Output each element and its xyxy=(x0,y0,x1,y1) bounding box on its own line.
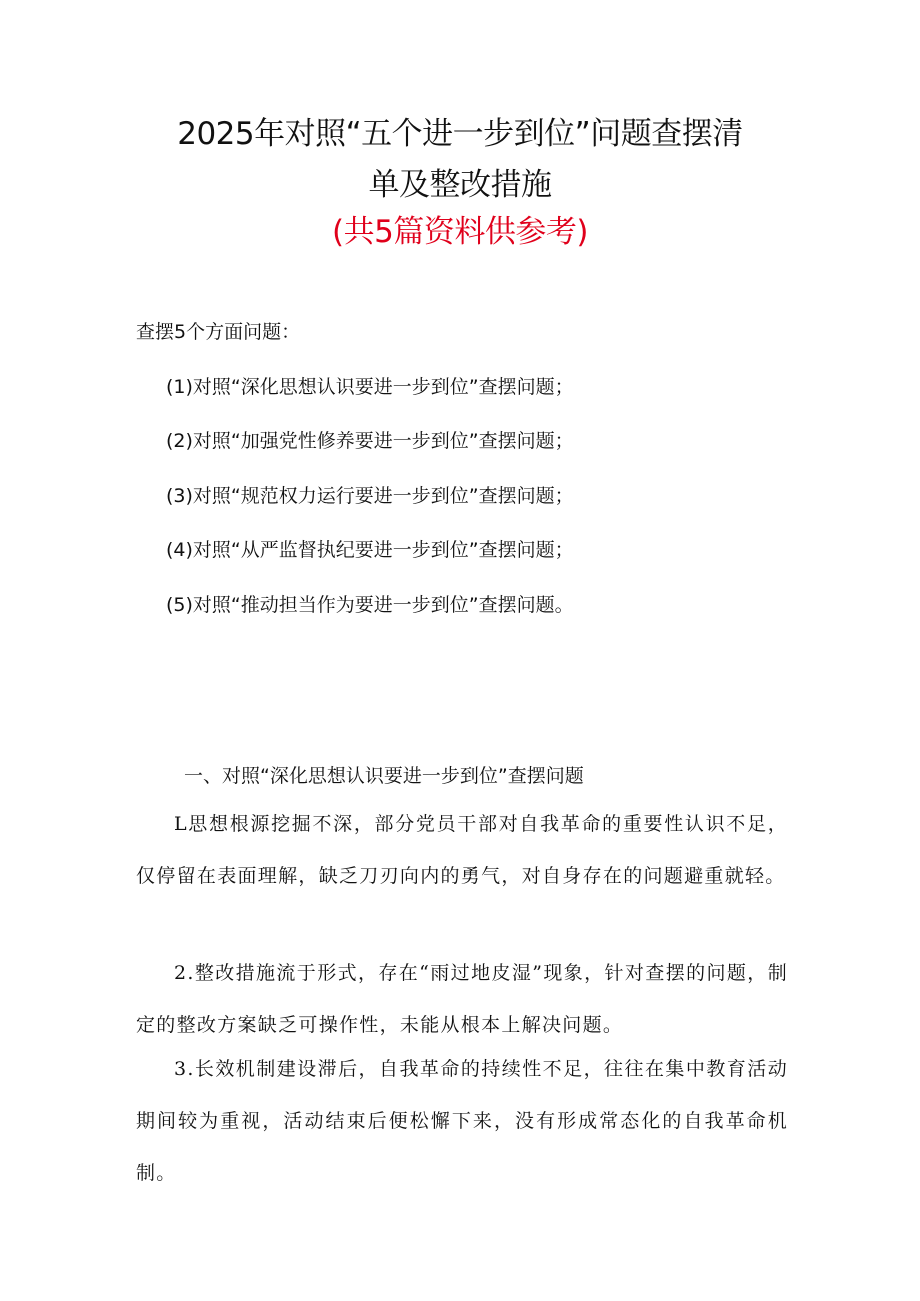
section-heading: 一、对照“深化思想认识要进一步到位”查摆问题 xyxy=(184,765,584,787)
body-paragraph: L思想根源挖掘不深，部分党员干部对自我革命的重要性认识不足，仅停留在表面理解，缺乏刀刃向内的勇气，对自身存在的问题避重就轻。 xyxy=(136,813,788,887)
aspect-item: (1)对照“深化思想认识要进一步到位”查摆问题； xyxy=(166,376,574,398)
document-title-line-1: 2025年对照“五个进一步到位”问题查摆清 xyxy=(177,116,743,152)
aspect-item: (5)对照“推动担当作为要进一步到位”查摆问题。 xyxy=(166,594,574,616)
aspects-heading: 查摆5个方面问题： xyxy=(136,321,301,343)
body-paragraph: 3.长效机制建设滞后，自我革命的持续性不足，往往在集中教育活动期间较为重视，活动结束后便松懈下来，没有形成常态化的自我革命机制。 xyxy=(136,1058,788,1184)
aspect-item: (4)对照“从严监督执纪要进一步到位”查摆问题； xyxy=(166,539,574,561)
body-paragraph: 2.整改措施流于形式，存在“雨过地皮湿”现象，针对查摆的问题，制定的整改方案缺乏可操作性，未能从根本上解决问题。 xyxy=(136,962,788,1036)
aspect-item: (2)对照“加强党性修养要进一步到位”查摆问题； xyxy=(166,430,574,452)
document-title-line-2: 单及整改措施 xyxy=(368,167,552,203)
document-subtitle: (共5篇资料供参考) xyxy=(332,214,588,250)
aspect-item: (3)对照“规范权力运行要进一步到位”查摆问题； xyxy=(166,485,574,507)
